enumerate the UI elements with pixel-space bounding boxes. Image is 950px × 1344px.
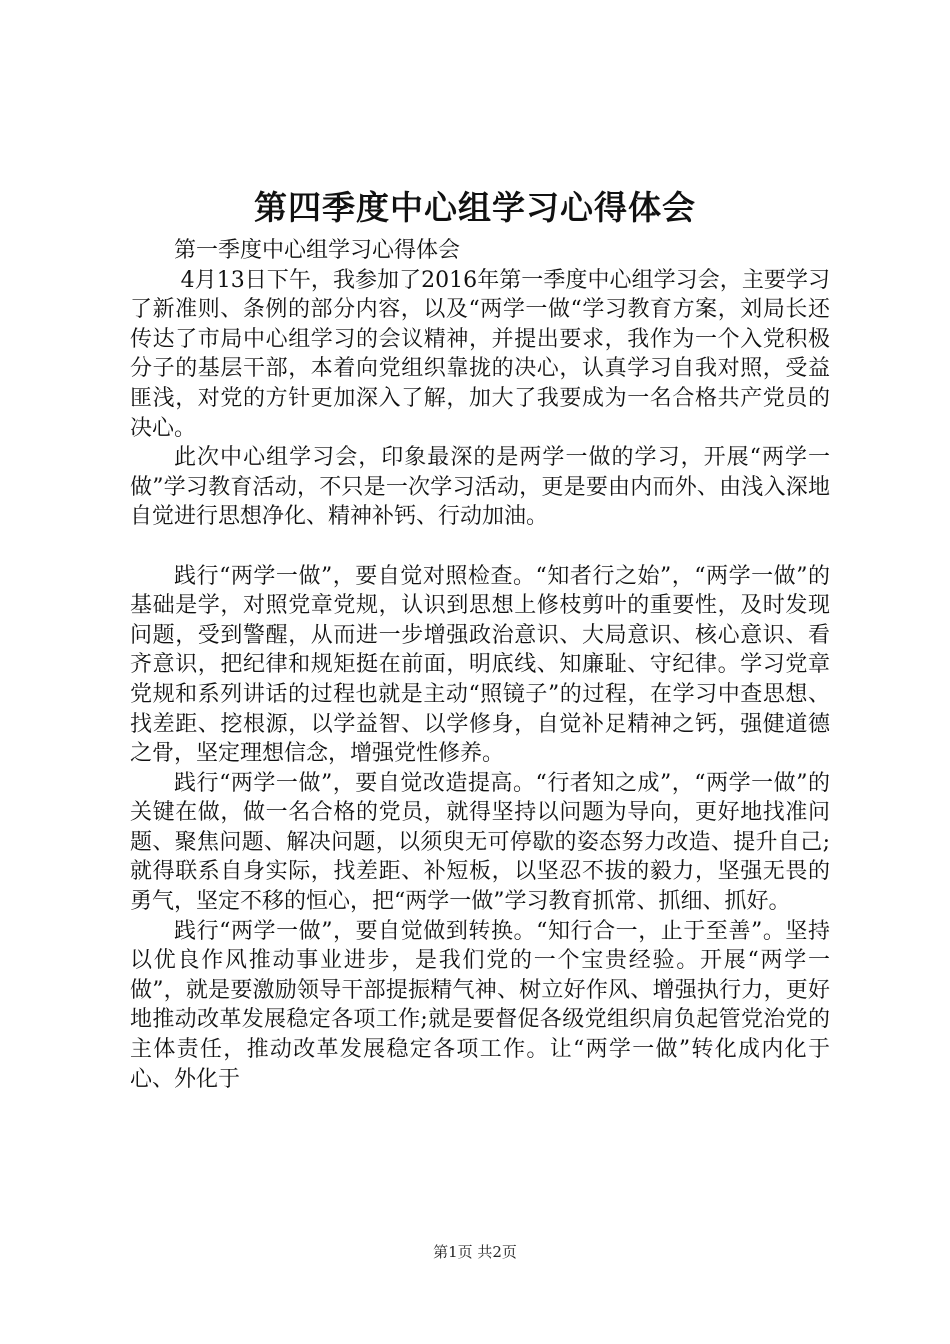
document-title: 第四季度中心组学习心得体会 bbox=[254, 188, 696, 227]
body-paragraph: 第一季度中心组学习心得体会 bbox=[174, 238, 461, 263]
body-paragraph: 践行“两学一做”，要自觉做到转换。“知行合一，止于至善”。坚持以优良作风推动事业进步，是我们党的一个宝贵经验。开展“两学一做”，就是要激励领导干部提振精气神、树立好作风、增强执行力，更好地推动改革发展稳定各项工作;就是要督促各级党组织肩负起管党治党的主体责任，推动改革发展稳定各项工作。让“两学一做”转化成内化于心、外化于 bbox=[130, 918, 830, 1092]
body-paragraph: 此次中心组学习会，印象最深的是两学一做的学习，开展“两学一做”学习教育活动，不只是一次学习活动，更是要由内而外、由浅入深地自觉进行思想净化、精神补钙、行动加油。 bbox=[130, 445, 830, 530]
body-paragraph: 践行“两学一做”，要自觉改造提高。“行者知之成”，“两学一做”的关键在做，做一名合格的党员，就得坚持以问题为导向，更好地找准问题、聚焦问题、解决问题，以须臾无可停歇的姿态努力改造、提升自己;就得联系自身实际，找差距、补短板，以坚忍不拔的毅力，坚强无畏的勇气，坚定不移的恒心，把“两学一做”学习教育抓常、抓细、抓好。 bbox=[130, 770, 831, 915]
body-paragraph: 4月13日下午，我参加了2016年第一季度中心组学习会，主要学习了新准则、条例的部分内容，以及“两学一做“学习教育方案，刘局长还传达了市局中心组学习的会议精神，并提出要求，我作为一个入党积极分子的基层干部，本着向党组织靠拢的决心，认真学习自我对照，受益匪浅，对党的方针更加深入了解，加大了我要成为一名合格共产党员的决心。 bbox=[130, 267, 830, 441]
body-paragraph: 践行“两学一做”，要自觉对照检查。“知者行之始”，“两学一做”的基础是学，对照党章党规，认识到思想上修枝剪叶的重要性，及时发现问题，受到警醒，从而进一步增强政治意识、大局意识、核心意识、看齐意识，把纪律和规矩挺在前面，明底线、知廉耻、守纪律。学习党章党规和系列讲话的过程也就是主动“照镜子”的过程，在学习中查思想、找差距、挖根源，以学益智、以学修身，自觉补足精神之钙，强健道德之骨，坚定理想信念，增强党性修养。 bbox=[130, 563, 831, 767]
page-number-footer: 第1页 共2页 bbox=[433, 1243, 517, 1261]
document-body bbox=[130, 236, 830, 1094]
